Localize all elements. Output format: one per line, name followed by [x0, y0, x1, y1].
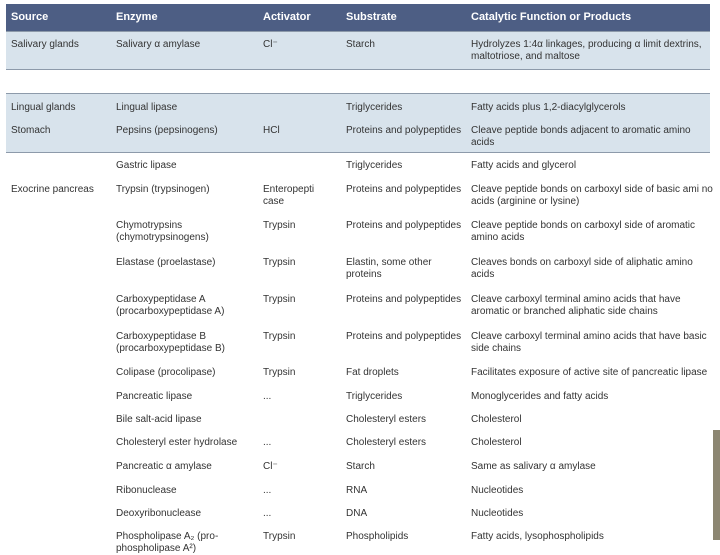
- function-cell: Cleaves bonds on carboxyl side of aliphatic amino acids: [471, 257, 693, 280]
- enzyme-cell: Carboxypeptidase B (procarboxypeptidase B): [116, 331, 225, 354]
- enzyme-cell: Elastase (proelastase): [116, 257, 216, 268]
- substrate-cell: Triglycerides: [346, 160, 403, 171]
- activator-cell: Enteropepti case: [263, 184, 315, 207]
- substrate-cell: Proteins and polypeptides: [346, 331, 462, 342]
- substrate-cell: Triglycerides: [346, 391, 403, 402]
- enzyme-cell: Cholesteryl ester hydrolase: [116, 437, 238, 448]
- enzyme-cell: Pancreatic α amylase: [116, 461, 212, 472]
- header-enzyme: Enzyme: [116, 11, 158, 23]
- enzyme-cell: Ribonuclease: [116, 485, 177, 496]
- divider: [6, 31, 710, 32]
- header-activator: Activator: [263, 11, 311, 23]
- activator-cell: ...: [263, 391, 272, 402]
- function-cell: Cleave peptide bonds adjacent to aromatic amino acids: [471, 125, 691, 148]
- function-cell: Nucleotides: [471, 485, 524, 496]
- function-cell: Hydrolyzes 1:4α linkages, producing α limit dextrins, maltotriose, and maltose: [471, 39, 702, 62]
- function-cell: Cleave carboxyl terminal amino acids that have basic side chains: [471, 331, 707, 354]
- substrate-cell: Phospholipids: [346, 531, 409, 542]
- substrate-cell: Proteins and polypeptides: [346, 220, 462, 231]
- substrate-cell: Starch: [346, 39, 375, 50]
- substrate-cell: Proteins and polypeptides: [346, 125, 462, 136]
- activator-cell: ...: [263, 437, 272, 448]
- header-function: Catalytic Function or Products: [471, 11, 632, 23]
- function-cell: Cholesterol: [471, 437, 522, 448]
- substrate-cell: Proteins and polypeptides: [346, 294, 462, 305]
- activator-cell: Cl⁻: [263, 461, 278, 472]
- substrate-cell: Cholesteryl esters: [346, 437, 427, 448]
- enzyme-cell: Gastric lipase: [116, 160, 177, 171]
- source-cell: Lingual glands: [11, 102, 76, 113]
- enzyme-cell: Phospholipase A₂ (pro-phospholipase A²): [116, 531, 219, 554]
- substrate-cell: Starch: [346, 461, 375, 472]
- header-substrate: Substrate: [346, 11, 397, 23]
- divider: [6, 69, 710, 70]
- source-cell: Stomach: [11, 125, 51, 136]
- activator-cell: Trypsin: [263, 531, 296, 542]
- group-band-lingual: [6, 69, 710, 93]
- function-cell: Monoglycerides and fatty acids: [471, 391, 609, 402]
- activator-cell: Trypsin: [263, 331, 296, 342]
- enzyme-cell: Trypsin (trypsinogen): [116, 184, 210, 195]
- table-header: [6, 4, 710, 31]
- enzyme-cell: Pancreatic lipase: [116, 391, 193, 402]
- function-cell: Cleave carboxyl terminal amino acids that have aromatic or branched aliphatic side chains: [471, 294, 681, 317]
- substrate-cell: Triglycerides: [346, 102, 403, 113]
- activator-cell: Trypsin: [263, 257, 296, 268]
- activator-cell: Trypsin: [263, 294, 296, 305]
- enzyme-cell: Salivary α amylase: [116, 39, 201, 50]
- substrate-cell: Elastin, some other proteins: [346, 257, 432, 280]
- enzyme-cell: Carboxypeptidase A (procarboxypeptidase A): [116, 294, 225, 317]
- enzyme-cell: Colipase (procolipase): [116, 367, 216, 378]
- divider: [6, 93, 710, 94]
- function-cell: Fatty acids and glycerol: [471, 160, 577, 171]
- activator-cell: ...: [263, 508, 272, 519]
- substrate-cell: DNA: [346, 508, 368, 519]
- header-source: Source: [11, 11, 49, 23]
- substrate-cell: Cholesteryl esters: [346, 414, 427, 425]
- activator-cell: ...: [263, 485, 272, 496]
- substrate-cell: RNA: [346, 485, 368, 496]
- function-cell: Same as salivary α amylase: [471, 461, 596, 472]
- source-cell: Exocrine pancreas: [11, 184, 94, 195]
- enzyme-cell: Deoxyribonuclease: [116, 508, 202, 519]
- enzyme-cell: Lingual lipase: [116, 102, 178, 113]
- enzyme-table: [6, 4, 713, 554]
- function-cell: Cholesterol: [471, 414, 522, 425]
- source-cell: Salivary glands: [11, 39, 79, 50]
- function-cell: Facilitates exposure of active site of pancreatic lipase: [471, 367, 708, 378]
- function-cell: Fatty acids, lysophospholipids: [471, 531, 604, 542]
- edge-bar: [713, 430, 720, 540]
- divider: [6, 152, 710, 153]
- activator-cell: Trypsin: [263, 367, 296, 378]
- substrate-cell: Fat droplets: [346, 367, 399, 378]
- enzyme-cell: Pepsins (pepsinogens): [116, 125, 218, 136]
- activator-cell: Trypsin: [263, 220, 296, 231]
- function-cell: Fatty acids plus 1,2-diacylglycerols: [471, 102, 626, 113]
- activator-cell: Cl⁻: [263, 39, 278, 50]
- function-cell: Cleave peptide bonds on carboxyl side of basic ami no acids (arginine or lysine): [471, 184, 713, 207]
- activator-cell: HCl: [263, 125, 280, 136]
- function-cell: Cleave peptide bonds on carboxyl side of aromatic amino acids: [471, 220, 696, 243]
- function-cell: Nucleotides: [471, 508, 524, 519]
- enzyme-cell: Chymotrypsins (chymotrypsinogens): [116, 220, 209, 243]
- enzyme-cell: Bile salt-acid lipase: [116, 414, 202, 425]
- substrate-cell: Proteins and polypeptides: [346, 184, 462, 195]
